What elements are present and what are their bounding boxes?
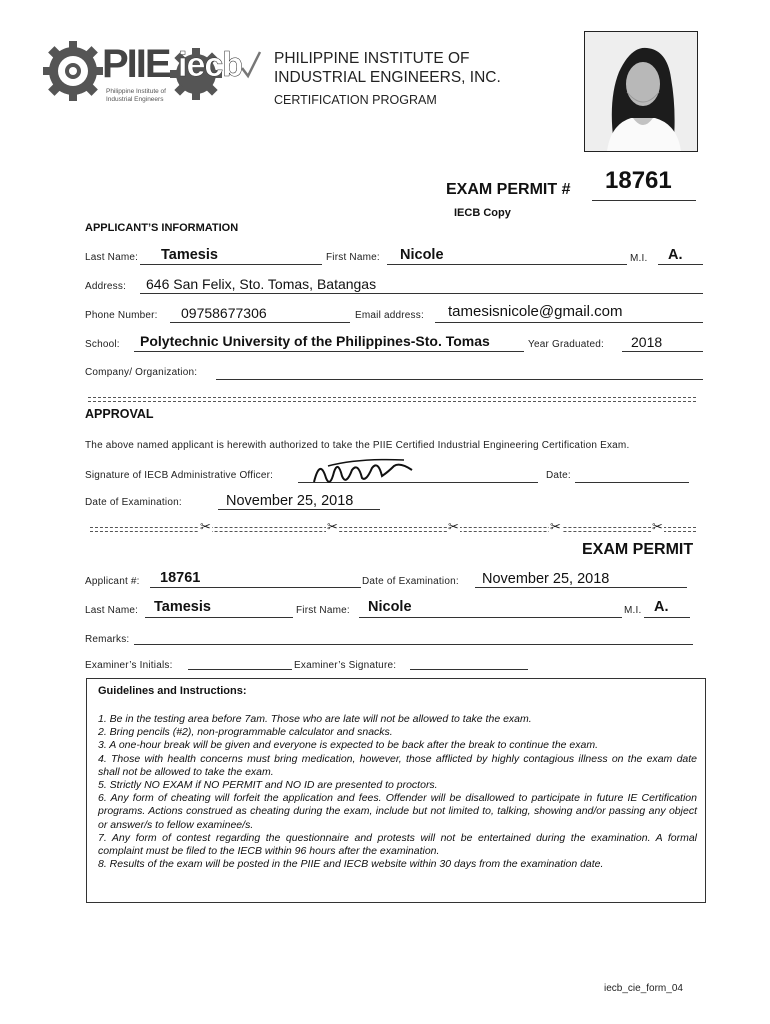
address-value: 646 San Felix, Sto. Tomas, Batangas bbox=[146, 276, 377, 292]
scissors-icon: ✂ bbox=[327, 519, 338, 534]
guideline-item: 1. Be in the testing area before 7am. Those who are late will not be allowed to take the exam. bbox=[98, 713, 532, 725]
exam-date-label: Date of Examination: bbox=[85, 497, 182, 508]
guideline-item: 4. Those with health concerns must bring medication, however, those afflicted by highly contagious illness on the exam date shall not be allowed to take the exam. bbox=[98, 752, 697, 778]
approval-title: APPROVAL bbox=[85, 407, 154, 421]
checkmark-icon bbox=[240, 50, 262, 80]
stub-title: EXAM PERMIT bbox=[582, 541, 694, 558]
gear-icon bbox=[40, 38, 106, 104]
email-label: Email address: bbox=[355, 310, 424, 321]
scissors-icon: ✂ bbox=[652, 519, 663, 534]
permit-title: EXAM PERMIT # bbox=[446, 181, 571, 198]
last-name-label: Last Name: bbox=[85, 252, 139, 263]
guidelines-list bbox=[98, 713, 697, 871]
iecb-logo-text: iecb bbox=[178, 46, 243, 84]
stub-last-name-label: Last Name: bbox=[85, 605, 139, 616]
examiner-initials-label: Examiner’s Initials: bbox=[85, 660, 173, 671]
phone-value: 09758677306 bbox=[181, 305, 267, 321]
applicant-photo bbox=[584, 31, 698, 152]
stub-last-name-value: Tamesis bbox=[154, 599, 211, 615]
org-name-line1: PHILIPPINE INSTITUTE OF bbox=[274, 50, 470, 67]
form-code: iecb_cie_form_04 bbox=[604, 983, 683, 994]
last-name-value: Tamesis bbox=[161, 247, 218, 263]
permit-number: 18761 bbox=[605, 167, 672, 194]
school-label: School: bbox=[85, 339, 120, 350]
applicant-section-title: APPLICANT’S INFORMATION bbox=[85, 222, 239, 234]
org-name-line2: INDUSTRIAL ENGINEERS, INC. bbox=[274, 69, 501, 86]
admin-signature-label: Signature of IECB Administrative Officer: bbox=[85, 470, 274, 481]
phone-label: Phone Number: bbox=[85, 310, 158, 321]
stub-exam-date-label: Date of Examination: bbox=[362, 576, 459, 587]
piie-logo-sub2: Industrial Engineers bbox=[106, 96, 164, 103]
scissors-icon: ✂ bbox=[550, 519, 561, 534]
mi-label: M.I. bbox=[630, 253, 648, 264]
applicant-no-value: 18761 bbox=[160, 570, 201, 586]
guideline-item: 3. A one-hour break will be given and everyone is expected to be back after the break to continue the exam. bbox=[98, 739, 599, 752]
guidelines-box bbox=[86, 678, 706, 903]
remarks-label: Remarks: bbox=[85, 634, 130, 645]
scissors-icon: ✂ bbox=[448, 519, 459, 534]
year-graduated-label: Year Graduated: bbox=[528, 339, 605, 350]
guideline-item: 7. Any form of contest regarding the questionnaire and protests will not be entertained during the examination. A formal complaint must be filed to the IECB within 96 hours after the examination. bbox=[98, 831, 697, 858]
guideline-item: 8. Results of the exam will be posted in the PIIE and IECB website within 30 days from the examination date. bbox=[98, 858, 604, 871]
piie-logo-text: PIIE bbox=[102, 42, 170, 86]
piie-logo-sub1: Philippine Institute of bbox=[106, 88, 166, 95]
stub-first-name-value: Nicole bbox=[368, 599, 412, 615]
approval-text: The above named applicant is herewith authorized to take the PIIE Certified Industrial Engineering Certification Exam. bbox=[85, 440, 630, 451]
company-label: Company/ Organization: bbox=[85, 367, 198, 378]
copy-label: IECB Copy bbox=[454, 207, 511, 219]
stub-exam-date-value: November 25, 2018 bbox=[482, 571, 610, 587]
first-name-label: First Name: bbox=[326, 252, 380, 263]
approval-date-label: Date: bbox=[546, 470, 571, 481]
stub-first-name-label: First Name: bbox=[296, 605, 350, 616]
scissors-icon: ✂ bbox=[200, 519, 211, 534]
applicant-no-label: Applicant #: bbox=[85, 576, 140, 587]
cut-line bbox=[90, 527, 696, 532]
stub-mi-value: A. bbox=[654, 599, 669, 615]
examiner-signature-label: Examiner’s Signature: bbox=[294, 660, 397, 671]
address-label: Address: bbox=[85, 281, 127, 292]
stub-mi-label: M.I. bbox=[624, 605, 642, 616]
guideline-item: 2. Bring pencils (#2), non-programmable calculator and snacks. bbox=[98, 726, 393, 739]
first-name-value: Nicole bbox=[400, 247, 444, 263]
exam-date-value: November 25, 2018 bbox=[226, 493, 354, 509]
school-value: Polytechnic University of the Philippines-Sto. Tomas bbox=[140, 333, 490, 349]
mi-value: A. bbox=[668, 247, 683, 263]
guideline-item: 5. Strictly NO EXAM if NO PERMIT and NO ID are presented to proctors. bbox=[98, 779, 438, 792]
email-value: tamesisnicole@gmail.com bbox=[448, 303, 623, 320]
iecb-logo bbox=[170, 40, 265, 106]
admin-signature bbox=[308, 452, 418, 492]
guideline-item: 6. Any form of cheating will forfeit the application and fees. Offender will be disallowed to participate in future IE Certification programs. Actions construed as cheating during the exam, include but not limited to, talking, showing and/or passing any object or answer/s to fellow examinee/s. bbox=[98, 792, 697, 831]
section-separator bbox=[88, 397, 696, 402]
program-title: CERTIFICATION PROGRAM bbox=[274, 93, 437, 107]
year-graduated-value: 2018 bbox=[631, 334, 663, 350]
piie-logo bbox=[40, 38, 175, 104]
guidelines-title: Guidelines and Instructions: bbox=[98, 685, 247, 697]
